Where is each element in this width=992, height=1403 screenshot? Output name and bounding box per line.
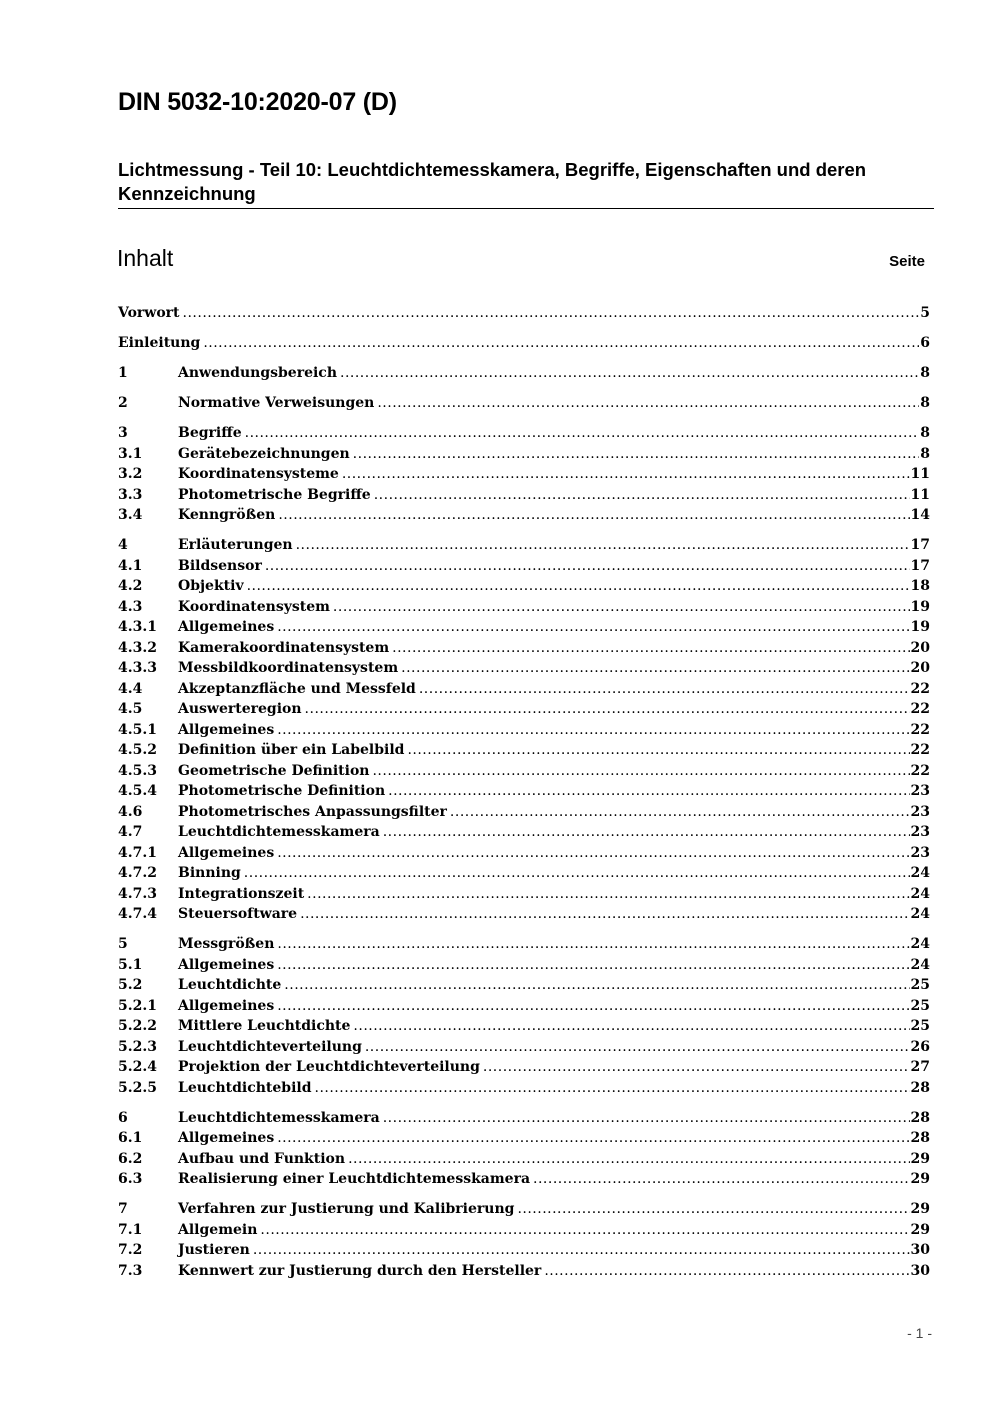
toc-dot-leader — [277, 934, 909, 955]
toc-dot-leader — [388, 781, 909, 802]
toc-entry[interactable] — [118, 505, 930, 526]
toc-entry-title: Kenngrößen — [178, 507, 276, 523]
toc-entry[interactable] — [118, 720, 930, 741]
toc-entry[interactable] — [118, 1037, 930, 1058]
toc-entry-title: Kamerakoordinatensystem — [178, 639, 390, 656]
toc-entry-title: Kennwert zur Justierung durch den Hersteller — [178, 1262, 542, 1279]
toc-entry-number: 4.3.2 — [118, 639, 157, 656]
toc-dot-leader — [517, 1199, 909, 1220]
toc-entry-page: 24 — [910, 885, 930, 902]
toc-dot-leader — [300, 904, 909, 925]
toc-dot-leader — [277, 955, 909, 976]
toc-entry-number: 4.4 — [118, 680, 143, 697]
toc-entry[interactable] — [118, 556, 930, 577]
toc-entry-title: Justieren — [178, 1242, 250, 1258]
toc-entry[interactable] — [118, 740, 930, 761]
toc-entry-title: Leuchtdichtebild — [178, 1079, 312, 1096]
toc-entry-number: 3.2 — [118, 466, 143, 482]
toc-entry[interactable] — [118, 333, 930, 354]
toc-dot-leader — [383, 822, 910, 843]
toc-dot-leader — [277, 843, 909, 864]
toc-dot-leader — [278, 505, 909, 526]
page-number: - 1 - — [907, 1325, 932, 1341]
toc-entry-title: Koordinatensysteme — [178, 466, 339, 482]
toc-entry-page: 8 — [920, 425, 930, 441]
toc-dot-leader — [333, 597, 910, 618]
toc-dot-leader — [284, 975, 909, 996]
toc-entry-page: 28 — [910, 1109, 930, 1126]
toc-entry-number: 5.2 — [118, 977, 143, 993]
toc-entry[interactable] — [118, 617, 930, 638]
toc-entry-title: Allgemeines — [178, 721, 275, 738]
toc-entry[interactable] — [118, 1078, 930, 1099]
toc-entry[interactable] — [118, 975, 930, 996]
toc-entry-number: 4.2 — [118, 578, 143, 594]
toc-entry-number: 6 — [118, 1109, 128, 1126]
toc-heading: Inhalt — [117, 245, 174, 271]
toc-entry-number: 5.2.1 — [118, 997, 157, 1014]
toc-dot-leader — [342, 464, 910, 485]
toc-entry-page: 29 — [910, 1201, 930, 1217]
toc-entry-title: Allgemeines — [178, 1130, 275, 1146]
toc-dot-leader — [260, 1220, 909, 1241]
toc-entry-title: Begriffe — [178, 425, 242, 441]
toc-entry-title: Leuchtdichtemesskamera — [178, 824, 380, 840]
toc-entry-number: 4.3.1 — [118, 619, 157, 635]
toc-entry-page: 28 — [910, 1130, 930, 1146]
toc-entry[interactable] — [118, 934, 930, 955]
toc-entry[interactable] — [118, 679, 930, 700]
toc-entry-number: 4.3.3 — [118, 660, 157, 676]
toc-entry-page: 18 — [910, 578, 930, 594]
toc-dot-leader — [419, 679, 910, 700]
toc-entry-page: 8 — [920, 365, 930, 381]
toc-entry-title: Allgemeines — [178, 619, 275, 635]
toc-entry-page: 25 — [910, 1018, 930, 1034]
toc-entry-title: Aufbau und Funktion — [178, 1150, 346, 1167]
toc-entry-page: 17 — [910, 537, 930, 553]
toc-entry-page: 29 — [910, 1221, 930, 1238]
toc-dot-leader — [245, 423, 920, 444]
toc-entry-number: 4 — [118, 537, 128, 553]
toc-entry-number: 4.5.2 — [118, 742, 157, 758]
toc-entry-title: Photometrische Definition — [178, 783, 386, 799]
toc-entry-number: 4.7.2 — [118, 865, 157, 881]
toc-entry-title: Allgemeines — [178, 956, 275, 973]
toc-entry[interactable] — [118, 904, 930, 925]
toc-entry-title: Allgemeines — [178, 844, 275, 861]
toc-dot-leader — [340, 363, 919, 384]
toc-entry[interactable] — [118, 1240, 930, 1261]
toc-entry[interactable] — [118, 884, 930, 905]
document-title: DIN 5032-10:2020-07 (D) — [118, 88, 397, 116]
toc-dot-leader — [277, 996, 909, 1017]
toc-entry-title: Definition über ein Labelbild — [178, 742, 405, 758]
toc-entry-title: Auswerteregion — [178, 701, 302, 717]
toc-entry[interactable] — [118, 363, 930, 384]
toc-entry[interactable] — [118, 1149, 930, 1170]
toc-entry-title: Verfahren zur Justierung und Kalibrierung — [178, 1201, 515, 1217]
toc-entry-number: 6.2 — [118, 1150, 143, 1167]
toc-entry-title: Messgrößen — [178, 936, 275, 952]
toc-entry[interactable] — [118, 303, 930, 324]
toc-entry-page: 23 — [910, 803, 930, 820]
toc-entry-page: 11 — [910, 486, 930, 503]
toc-entry-page: 22 — [910, 680, 930, 697]
toc-entry-page: 20 — [910, 639, 930, 656]
toc-entry-number: 3 — [118, 425, 128, 441]
toc-dot-leader — [244, 863, 910, 884]
toc-entry[interactable] — [118, 576, 930, 597]
toc-entry-number: 4.7 — [118, 824, 143, 840]
toc-dot-leader — [277, 720, 909, 741]
toc-dot-leader — [383, 1108, 910, 1129]
toc-entry-page: 23 — [910, 783, 930, 799]
toc-dot-leader — [277, 617, 909, 638]
toc-entry-page: 8 — [920, 395, 930, 411]
toc-dot-leader — [247, 576, 910, 597]
toc-entry-page: 8 — [920, 445, 930, 462]
toc-entry[interactable] — [118, 761, 930, 782]
toc-entry-title: Akzeptanzfläche und Messfeld — [178, 680, 416, 697]
toc-entry[interactable] — [118, 1169, 930, 1190]
toc-entry-number: 4.1 — [118, 557, 143, 574]
toc-entry-number: 4.3 — [118, 598, 143, 615]
toc-entry-page: 11 — [910, 466, 930, 482]
toc-dot-leader — [353, 1016, 909, 1037]
toc-entry-number: 4.6 — [118, 803, 143, 820]
toc-entry[interactable] — [118, 1016, 930, 1037]
toc-entry-page: 24 — [910, 906, 930, 922]
toc-dot-leader — [365, 1037, 910, 1058]
toc-entry-number: 4.5.1 — [118, 721, 157, 738]
toc-dot-leader — [377, 393, 919, 414]
toc-entry-number: 4.7.1 — [118, 844, 157, 861]
toc-entry-page: 20 — [910, 660, 930, 676]
toc-entry-page: 25 — [910, 997, 930, 1014]
toc-dot-leader — [450, 802, 910, 823]
toc-dot-leader — [277, 1128, 909, 1149]
toc-entry-number: 5.1 — [118, 956, 143, 973]
toc-entry-number: 6.1 — [118, 1130, 143, 1146]
toc-entry[interactable] — [118, 597, 930, 618]
toc-entry[interactable] — [118, 423, 930, 444]
toc-entry[interactable] — [118, 393, 930, 414]
toc-entry-page: 24 — [910, 936, 930, 952]
toc-entry-title: Vorwort — [118, 305, 180, 321]
toc-entry-number: 7 — [118, 1201, 128, 1217]
toc-entry-title: Allgemeines — [178, 997, 275, 1014]
toc-entry[interactable] — [118, 699, 930, 720]
toc-entry-page: 17 — [910, 557, 930, 574]
toc-entry-page: 22 — [910, 742, 930, 758]
toc-page-label: Seite — [889, 253, 925, 270]
toc-dot-leader — [253, 1240, 910, 1261]
toc-entry-title: Mittlere Leuchtdichte — [178, 1018, 351, 1034]
toc-entry-page: 6 — [920, 335, 930, 351]
toc-entry-title: Erläuterungen — [178, 537, 293, 553]
toc-entry-title: Geometrische Definition — [178, 762, 370, 779]
toc-dot-leader — [203, 333, 919, 354]
toc-entry[interactable] — [118, 955, 930, 976]
toc-entry-title: Leuchtdichteverteilung — [178, 1038, 362, 1055]
toc-entry-page: 23 — [910, 824, 930, 840]
toc-entry[interactable] — [118, 822, 930, 843]
toc-entry-number: 6.3 — [118, 1171, 143, 1187]
toc-entry-number: 5.2.4 — [118, 1059, 157, 1075]
toc-entry-page: 22 — [910, 762, 930, 779]
toc-dot-leader — [392, 638, 909, 659]
toc-entry-page: 24 — [910, 865, 930, 881]
toc-entry-title: Integrationszeit — [178, 885, 305, 902]
toc-dot-leader — [348, 1149, 909, 1170]
toc-entry-number: 3.1 — [118, 445, 143, 462]
toc-entry-number: 5.2.5 — [118, 1079, 157, 1096]
toc-entry-number: 4.7.4 — [118, 906, 157, 922]
toc-entry-title: Gerätebezeichnungen — [178, 445, 350, 462]
toc-entry-number: 2 — [118, 395, 128, 411]
toc-dot-leader — [374, 485, 910, 506]
toc-entry[interactable] — [118, 658, 930, 679]
toc-entry-number: 5.2.2 — [118, 1018, 157, 1034]
toc-entry-number: 3.4 — [118, 507, 143, 523]
toc-entry-title: Photometrische Begriffe — [178, 486, 371, 503]
toc-entry-page: 5 — [920, 305, 930, 321]
toc-dot-leader — [533, 1169, 909, 1190]
toc-entry[interactable] — [118, 996, 930, 1017]
toc-entry-number: 4.7.3 — [118, 885, 157, 902]
toc-entry-number: 7.2 — [118, 1242, 143, 1258]
toc-dot-leader — [183, 303, 920, 324]
toc-entry-title: Messbildkoordinatensystem — [178, 660, 399, 676]
toc-entry-number: 5 — [118, 936, 128, 952]
toc-entry-number: 7.3 — [118, 1262, 143, 1279]
toc-dot-leader — [483, 1057, 910, 1078]
toc-entry[interactable] — [118, 863, 930, 884]
toc-entry-number: 7.1 — [118, 1221, 143, 1238]
toc-entry-number: 3.3 — [118, 486, 143, 503]
toc-entry-number: 5.2.3 — [118, 1038, 157, 1055]
toc-dot-leader — [401, 658, 909, 679]
toc-entry[interactable] — [118, 638, 930, 659]
toc-entry-page: 19 — [910, 598, 930, 615]
toc-entry-page: 14 — [910, 507, 930, 523]
toc-entry-page: 22 — [910, 701, 930, 717]
toc-entry-title: Anwendungsbereich — [178, 365, 337, 381]
toc-entry-page: 28 — [910, 1079, 930, 1096]
toc-entry-title: Photometrisches Anpassungsfilter — [178, 803, 447, 820]
toc-dot-leader — [265, 556, 910, 577]
toc-entry[interactable] — [118, 1199, 930, 1220]
toc-entry[interactable] — [118, 1108, 930, 1129]
document-subtitle: Lichtmessung - Teil 10: Leuchtdichtemesskamera, Begriffe, Eigenschaften und deren Kennzeichnung — [118, 158, 934, 209]
toc-entry-title: Koordinatensystem — [178, 598, 330, 615]
toc-dot-leader — [305, 699, 910, 720]
toc-dot-leader — [307, 884, 909, 905]
toc-entry-title: Binning — [178, 865, 241, 881]
toc-entry-page: 30 — [910, 1242, 930, 1258]
toc-entry-title: Einleitung — [118, 335, 201, 351]
toc-dot-leader — [544, 1261, 909, 1282]
toc-entry-page: 22 — [910, 721, 930, 738]
toc-entry[interactable] — [118, 781, 930, 802]
toc-entry-page: 24 — [910, 956, 930, 973]
toc-entry[interactable] — [118, 444, 930, 465]
toc-entry[interactable] — [118, 802, 930, 823]
toc-entry[interactable] — [118, 1128, 930, 1149]
toc-entry-page: 26 — [910, 1038, 930, 1055]
toc-dot-leader — [372, 761, 909, 782]
toc-entry-title: Allgemein — [178, 1221, 258, 1238]
toc-entry-title: Leuchtdichte — [178, 977, 282, 993]
toc-entry-page: 25 — [910, 977, 930, 993]
toc-dot-leader — [296, 535, 910, 556]
toc-dot-leader — [315, 1078, 910, 1099]
toc-entry[interactable] — [118, 1057, 930, 1078]
toc-dot-leader — [407, 740, 909, 761]
toc-dot-leader — [353, 444, 920, 465]
toc-entry-number: 4.5.3 — [118, 762, 157, 779]
toc-entry-title: Steuersoftware — [178, 906, 298, 922]
table-of-contents — [118, 303, 930, 1281]
toc-entry[interactable] — [118, 843, 930, 864]
toc-entry-page: 27 — [910, 1059, 930, 1075]
toc-entry-title: Projektion der Leuchtdichteverteilung — [178, 1059, 480, 1075]
toc-entry-number: 1 — [118, 365, 128, 381]
toc-entry[interactable] — [118, 535, 930, 556]
toc-entry-title: Normative Verweisungen — [178, 395, 375, 411]
toc-entry-title: Leuchtdichtemesskamera — [178, 1109, 380, 1126]
toc-entry[interactable] — [118, 1220, 930, 1241]
toc-entry-page: 30 — [910, 1262, 930, 1279]
toc-entry-title: Bildsensor — [178, 557, 262, 574]
toc-entry-page: 29 — [910, 1150, 930, 1167]
toc-entry[interactable] — [118, 464, 930, 485]
toc-entry-number: 4.5.4 — [118, 783, 157, 799]
toc-entry-page: 29 — [910, 1171, 930, 1187]
toc-entry-title: Objektiv — [178, 578, 244, 594]
toc-entry[interactable] — [118, 485, 930, 506]
toc-entry-title: Realisierung einer Leuchtdichtemesskamera — [178, 1171, 531, 1187]
toc-entry-page: 23 — [910, 844, 930, 861]
toc-entry[interactable] — [118, 1261, 930, 1282]
toc-entry-page: 19 — [910, 619, 930, 635]
toc-entry-number: 4.5 — [118, 701, 143, 717]
